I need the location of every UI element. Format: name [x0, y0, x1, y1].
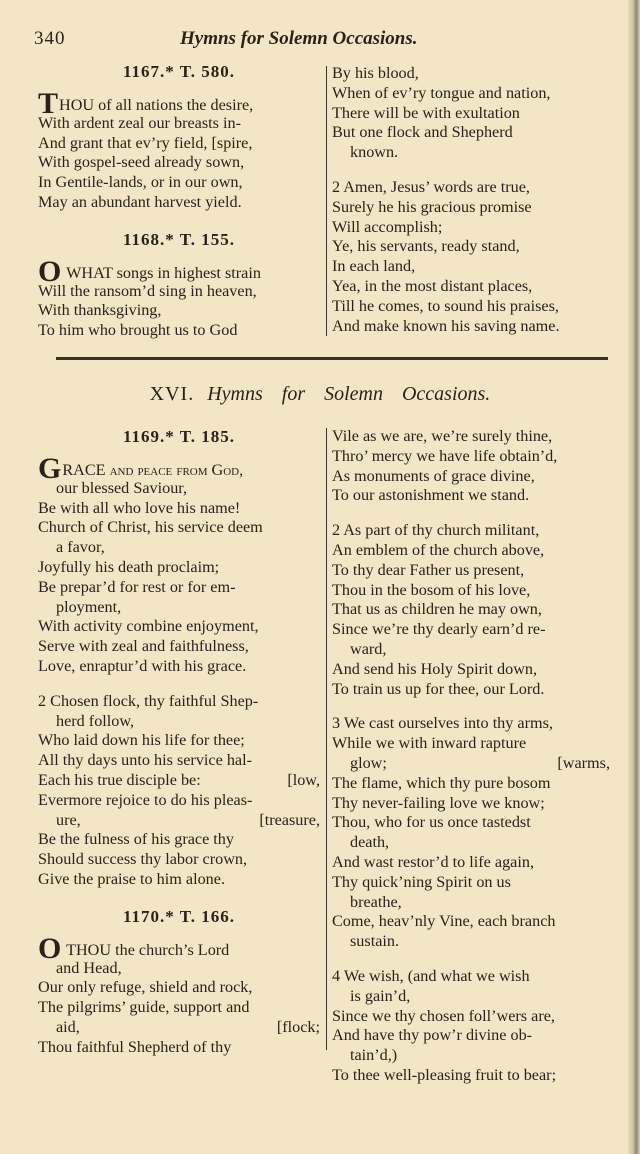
verse-text: THOU the church’s Lord — [62, 940, 230, 959]
hymn-heading: 1170.* T. 166. — [122, 906, 236, 926]
verse-text: As monuments of grace divine, — [332, 466, 535, 485]
verse-line — [38, 712, 320, 732]
column-divider — [326, 428, 327, 1050]
running-title: Hymns for Solemn Occasions. — [180, 28, 418, 49]
verse-text: To train us up for thee, our Lord. — [332, 679, 545, 698]
verse-line — [38, 598, 320, 618]
verse-line — [38, 850, 320, 870]
verse-text: Each his true disciple be: — [38, 770, 201, 789]
verse-text: There will be with exultation — [332, 103, 520, 122]
verse-text: Church of Christ, his service deem — [38, 518, 263, 537]
top-left-column — [38, 60, 320, 341]
stanza-gap — [38, 677, 320, 692]
verse-line — [332, 853, 610, 873]
verse-line — [332, 561, 610, 581]
verse-line — [38, 978, 320, 998]
verse-line — [38, 518, 320, 538]
verse-line — [38, 692, 320, 712]
verse-line — [38, 959, 320, 979]
verse-text: Vile as we are, we’re surely thine, — [332, 427, 553, 445]
verse-line — [332, 680, 610, 700]
verse-text: Be prepar’d for rest or for em- — [38, 577, 236, 596]
verse-text: known. — [350, 143, 399, 162]
verse-line — [332, 912, 610, 932]
verse-line — [332, 873, 610, 893]
verse-text: Should success thy labor crown, — [38, 850, 248, 869]
verse-line — [332, 1026, 610, 1046]
stanza-gap — [332, 506, 610, 521]
verse-line — [38, 153, 320, 173]
verse-line — [38, 870, 320, 890]
verse-line — [332, 178, 610, 198]
verse-line — [332, 257, 610, 277]
hymn-heading: 1169.* T. 185. — [122, 427, 236, 446]
verse-line — [332, 932, 610, 952]
verse-line — [38, 114, 320, 134]
bottom-right-column — [332, 427, 610, 1086]
verse-line — [332, 123, 610, 143]
verse-text: When of ev’ry tongue and nation, — [332, 83, 551, 102]
verse-text: Joyfully his death proclaim; — [38, 557, 220, 576]
bottom-left-column — [38, 425, 320, 1058]
verse-line — [332, 317, 610, 337]
verse-line — [332, 277, 610, 297]
verse-line — [38, 578, 320, 598]
verse-text: Love, enraptur’d with his grace. — [38, 656, 247, 675]
verse-text: Will accomplish; — [332, 217, 443, 236]
verse-text: With ardent zeal our breasts in- — [38, 113, 241, 132]
verse-line — [332, 486, 610, 506]
verse-line — [38, 479, 320, 499]
verse-text: WHAT songs in highest strain — [62, 263, 261, 282]
page-number: 340 — [34, 28, 66, 49]
verse-text: Ye, his servants, ready stand, — [332, 237, 520, 256]
verse-text: To thee well-pleasing fruit to bear; — [332, 1065, 557, 1084]
verse-line — [332, 447, 610, 467]
stanza-gap — [332, 952, 610, 967]
verse-text: With thanksgiving, — [38, 301, 162, 320]
verse-text: In each land, — [332, 257, 416, 276]
verse-text: With gospel-seed already sown, — [38, 153, 245, 172]
verse-text: Be the fulness of his grace thy — [38, 830, 234, 849]
verse-line — [38, 731, 320, 751]
verse-line — [332, 1007, 610, 1027]
verse-text: Who laid down his life for thee; — [38, 731, 245, 750]
verse-text: Evermore rejoice to do his pleas- — [38, 790, 253, 809]
verse-line — [38, 558, 320, 578]
verse-text: Serve with zeal and faithfulness, — [38, 637, 249, 656]
verse-text: And wast restor’d to life again, — [332, 852, 534, 871]
drop-cap: G — [38, 452, 62, 485]
verse-line — [332, 813, 610, 833]
verse-line — [332, 754, 610, 774]
verse-line — [38, 657, 320, 677]
verse-line — [332, 143, 610, 163]
verse-line — [332, 833, 610, 853]
verse-text: That us as children he may own, — [332, 600, 542, 619]
verse-text: Thou faithful Shepherd of thy — [38, 1037, 232, 1056]
stanza-gap — [38, 213, 320, 228]
verse-text: Surely he his gracious promise — [332, 197, 532, 216]
verse-text: By his blood, — [332, 64, 419, 82]
verse-text: While we with inward rapture — [332, 734, 527, 753]
verse-text: To our astonishment we stand. — [332, 486, 530, 505]
verse-line — [332, 237, 610, 257]
verse-text: Till he comes, to sound his praises, — [332, 296, 559, 315]
verse-line — [332, 774, 610, 794]
verse-text: tain’d,) — [350, 1046, 398, 1065]
verse-text: And make known his saving name. — [332, 316, 560, 335]
verse-text: Our only refuge, shield and rock, — [38, 978, 253, 997]
page-edge — [628, 0, 640, 1154]
verse-line — [332, 218, 610, 238]
verse-line — [38, 452, 320, 485]
verse-text: 2 Chosen flock, thy faithful Shep- — [38, 691, 259, 710]
verse-line — [38, 87, 320, 120]
verse-line — [332, 297, 610, 317]
verse-line — [332, 987, 610, 1007]
verse-text: our blessed Saviour, — [56, 478, 188, 497]
hymn-heading: 1167.* T. 580. — [122, 62, 236, 81]
verse-line — [332, 620, 610, 640]
verse-text: Give the praise to him alone. — [38, 869, 226, 888]
verse-line — [332, 104, 610, 124]
verse-line — [38, 193, 320, 213]
verse-line — [332, 1066, 610, 1086]
verse-line — [332, 714, 610, 734]
verse-line — [332, 893, 610, 913]
verse-line — [38, 771, 320, 791]
verse-line — [332, 521, 610, 541]
verse-line — [332, 64, 610, 84]
verse-line — [332, 794, 610, 814]
verse-line — [38, 134, 320, 154]
verse-text: Yea, in the most distant places, — [332, 276, 533, 295]
verse-text: a favor, — [56, 538, 105, 557]
verse-line — [38, 301, 320, 321]
verse-text: herd follow, — [56, 711, 135, 730]
verse-text: aid, — [56, 1017, 80, 1036]
verse-line — [332, 427, 610, 447]
verse-text: 2 As part of thy church militant, — [332, 521, 540, 540]
verse-line — [38, 1038, 320, 1058]
verse-text: Come, heav’nly Vine, each branch — [332, 912, 556, 931]
drop-cap: O — [38, 931, 62, 965]
verse-text: ployment, — [56, 597, 122, 616]
verse-text: Thou, who for us once tastedst — [332, 813, 531, 832]
verse-text: But one flock and Shepherd — [332, 123, 513, 142]
verse-text: HOU of all nations the desire, — [59, 96, 254, 114]
stanza-gap — [332, 163, 610, 178]
verse-text: An emblem of the church above, — [332, 540, 545, 559]
verse-line — [332, 734, 610, 754]
verse-text: To thy dear Father us present, — [332, 560, 525, 579]
carried-word: [flock; — [276, 1017, 320, 1036]
verse-line — [38, 617, 320, 637]
verse-text: and Head, — [56, 958, 122, 977]
verse-line — [332, 198, 610, 218]
section-title: Hymns for Solemn Occasions. — [207, 383, 491, 405]
stanza-gap — [38, 890, 320, 905]
verse-text: Will the ransom’d sing in heaven, — [38, 281, 257, 300]
section-numeral: XVI. — [149, 383, 195, 405]
drop-cap: O — [38, 254, 62, 288]
carried-word: [low, — [287, 770, 320, 789]
verse-text: May an abundant harvest yield. — [38, 192, 242, 211]
verse-text: Thro’ mercy we have life obtain’d, — [332, 446, 558, 465]
verse-line — [332, 541, 610, 561]
carried-word: [treasure, — [259, 810, 320, 829]
verse-text: Since we’re thy dearly earn’d re- — [332, 620, 546, 639]
verse-line — [38, 811, 320, 831]
verse-text: And send his Holy Spirit down, — [332, 659, 538, 678]
verse-line — [38, 282, 320, 302]
verse-text: And grant that ev’ry field, [spire, — [38, 133, 253, 152]
verse-text: 4 We wish, (and what we wish — [332, 966, 530, 985]
verse-text: To him who brought us to God — [38, 321, 238, 340]
hymn-heading: 1168.* T. 155. — [122, 229, 236, 249]
verse-text: The pilgrims’ guide, support and — [38, 998, 250, 1017]
top-right-column — [332, 64, 610, 336]
verse-text: ure, — [56, 810, 81, 829]
verse-line — [38, 499, 320, 519]
verse-line — [38, 1018, 320, 1038]
verse-line — [332, 640, 610, 660]
drop-cap: T — [38, 87, 59, 120]
verse-text: All thy days unto his service hal- — [38, 751, 252, 770]
verse-line — [38, 830, 320, 850]
verse-text: glow; — [350, 753, 387, 772]
verse-text: With activity combine enjoyment, — [38, 617, 259, 636]
verse-text: Be with all who love his name! — [38, 498, 241, 517]
verse-text: Thy never-failing love we know; — [332, 793, 545, 812]
verse-line — [332, 1046, 610, 1066]
verse-text: Since we thy chosen foll’wers are, — [332, 1006, 555, 1025]
carried-word: [warms, — [557, 753, 610, 772]
verse-text: RACE and peace from God, — [62, 461, 244, 479]
verse-line — [38, 538, 320, 558]
verse-text: The flame, which thy pure bosom — [332, 773, 551, 792]
column-divider — [326, 66, 327, 336]
verse-line — [38, 751, 320, 771]
verse-line — [332, 967, 610, 987]
verse-text: breathe, — [350, 892, 402, 911]
verse-text: Thou in the bosom of his love, — [332, 580, 531, 599]
verse-text: 3 We cast ourselves into thy arms, — [332, 714, 553, 733]
verse-text: And have thy pow’r divine ob- — [332, 1026, 533, 1045]
verse-line — [332, 467, 610, 487]
verse-text: Thy quick’ning Spirit on us — [332, 872, 511, 891]
verse-line — [38, 321, 320, 341]
verse-line — [332, 600, 610, 620]
verse-line — [38, 637, 320, 657]
verse-text: death, — [350, 833, 390, 852]
verse-text: sustain. — [350, 932, 400, 951]
verse-line — [38, 173, 320, 193]
verse-text: is gain’d, — [350, 986, 411, 1005]
verse-line — [332, 84, 610, 104]
stanza-gap — [332, 699, 610, 714]
verse-line — [38, 931, 320, 965]
verse-text: ward, — [350, 639, 387, 658]
section-heading — [0, 383, 640, 406]
verse-text: 2 Amen, Jesus’ words are true, — [332, 177, 530, 196]
verse-line — [332, 581, 610, 601]
verse-line — [332, 660, 610, 680]
verse-line — [38, 254, 320, 288]
section-rule — [56, 357, 608, 360]
verse-text: In Gentile-lands, or in our own, — [38, 173, 243, 192]
verse-line — [38, 998, 320, 1018]
verse-line — [38, 791, 320, 811]
